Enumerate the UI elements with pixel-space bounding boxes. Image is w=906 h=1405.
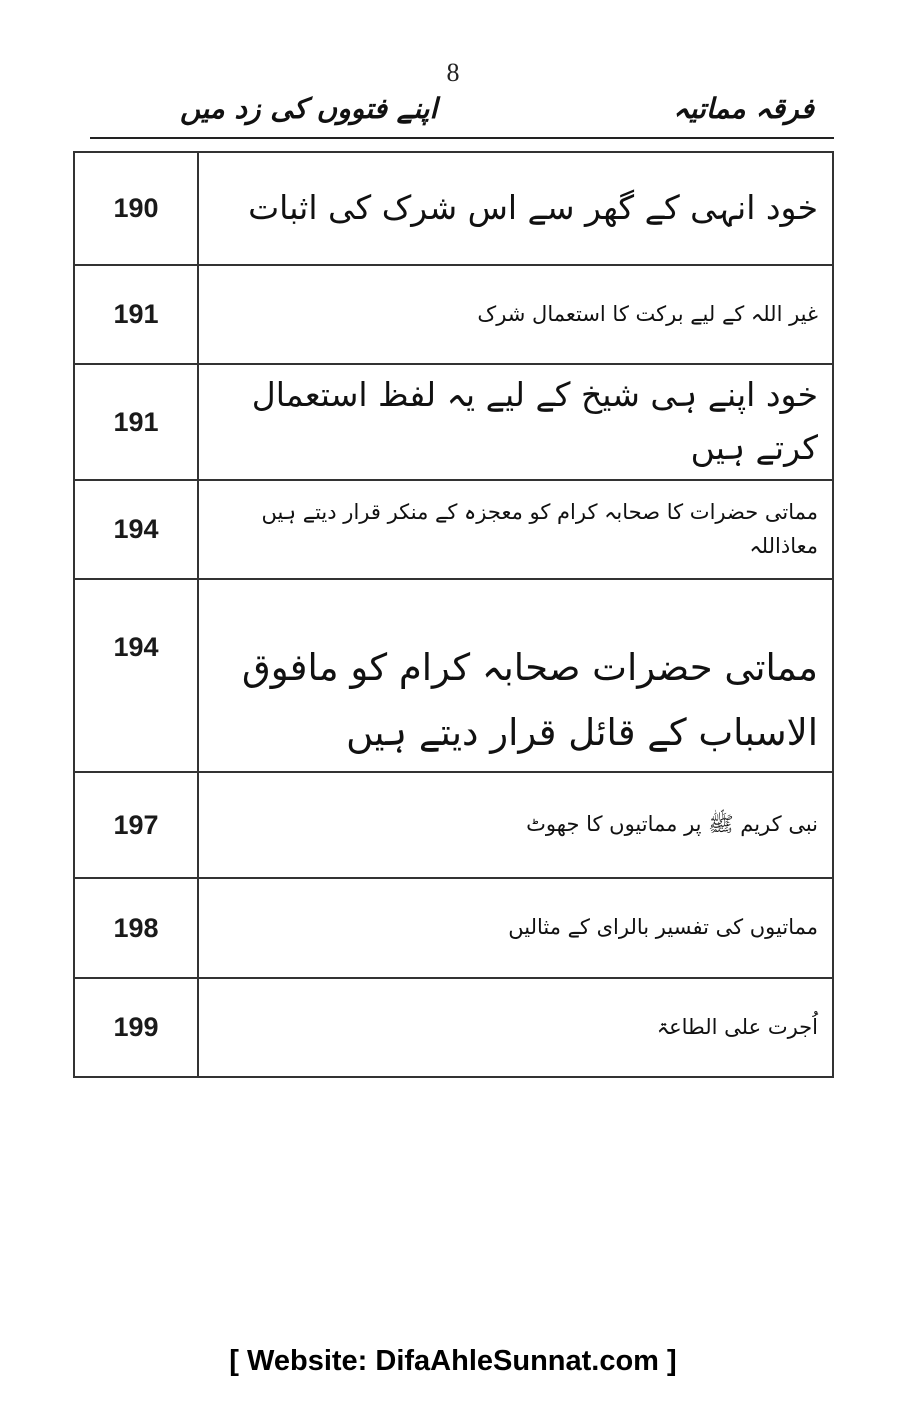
table-of-contents: [73, 151, 834, 1078]
page-number: 8: [446, 58, 460, 87]
toc-page-number: 190: [74, 152, 198, 265]
toc-entry-title: مماتی حضرات صحابہ کرام کو مافوق الاسباب کے قائل قرار دیتے ہیں: [241, 646, 818, 754]
toc-entry-cell: [198, 480, 833, 579]
table-row: [74, 364, 833, 480]
table-row: [74, 265, 833, 364]
running-header-subtitle: اپنے فتووں کی زد میں: [180, 92, 438, 125]
table-row: [74, 772, 833, 878]
toc-entry-cell: [198, 978, 833, 1077]
toc-entry-title: مماتیوں کی تفسیر بالرای کے مثالیں: [508, 915, 818, 940]
toc-entry-title: اُجرت علی الطاعۃ: [656, 1014, 818, 1039]
table-row: [74, 152, 833, 265]
toc-entry-cell: [198, 364, 833, 480]
toc-entry-cell: [198, 265, 833, 364]
table-row: [74, 480, 833, 579]
toc-page-number: 191: [74, 364, 198, 480]
toc-entry-cell: [198, 152, 833, 265]
toc-entry-cell: [198, 772, 833, 878]
table-row: [74, 579, 833, 772]
toc-page-number: 199: [74, 978, 198, 1077]
toc-page-number: 191: [74, 265, 198, 364]
toc-page-number: 194: [74, 579, 198, 772]
table-row: [74, 978, 833, 1077]
toc-entry-title: نبی کریم ﷺ پر مماتیوں کا جھوٹ: [526, 812, 818, 837]
header-divider: [90, 137, 834, 139]
toc-entry-cell: [198, 579, 833, 772]
table-row: [74, 878, 833, 978]
toc-entry-title: خود اپنے ہی شیخ کے لیے یہ لفظ استعمال کرتے ہیں: [251, 375, 818, 467]
toc-entry-title: مماتی حضرات کا صحابہ کرام کو معجزہ کے منکر قرار دیتے ہیں معاذاللہ: [261, 499, 818, 558]
toc-page-number: 198: [74, 878, 198, 978]
toc-entry-title: خود انہی کے گھر سے اس شرک کی اثبات: [248, 188, 818, 228]
toc-page-number: 194: [74, 480, 198, 579]
running-header-book-title: فرقہ مماتیہ: [673, 92, 814, 125]
toc-entry-cell: [198, 878, 833, 978]
toc-entry-title: غیر اللہ کے لیے برکت کا استعمال شرک: [477, 301, 818, 326]
toc-page-number: 197: [74, 772, 198, 878]
website-footer: [ Website: DifaAhleSunnat.com ]: [229, 1345, 677, 1377]
